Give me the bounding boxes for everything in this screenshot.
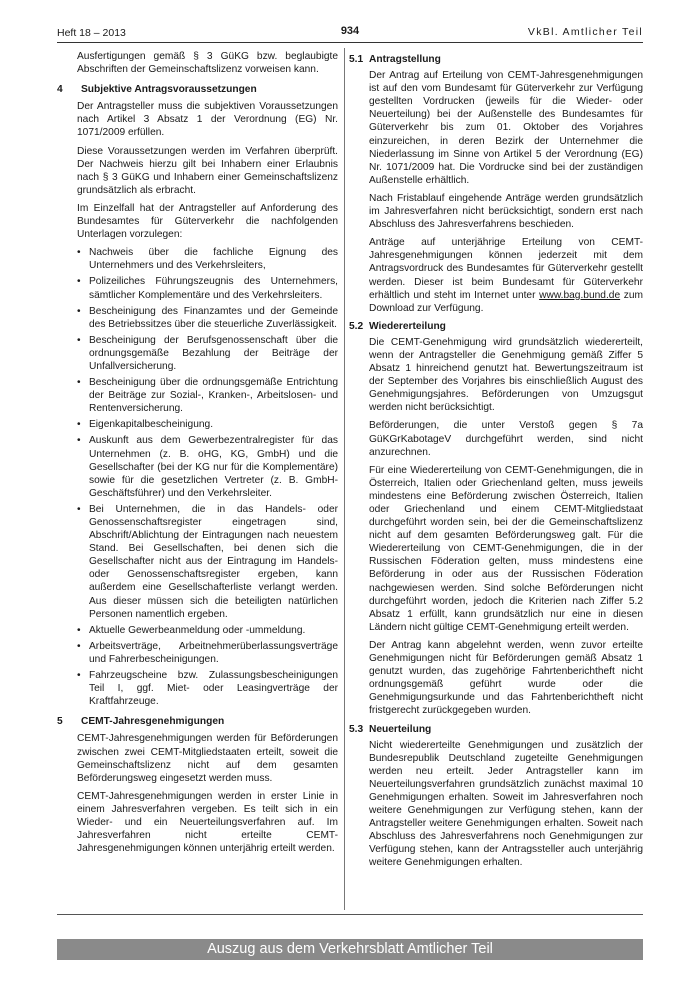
paragraph bbox=[349, 236, 643, 315]
section-5-1-heading bbox=[349, 53, 643, 66]
list-item: • Bei Unternehmen, die in das Handels- oder Genossenschaftsregister eingetragen sind, Abschrift/Ablichtung der Eintragungen nach neuestem Stand. Bei Gesellschaften, bei denen sich die Gesellschafter nicht aus der Eintragung im Handels- oder Genossenschaftsregister ergeben, kann außerdem eine Gesellschafterliste verlangt werden. Aus dieser müssen sich die beteiligten natürlichen Personen namentlich ergeben. bbox=[77, 503, 338, 621]
footer-banner: Auszug aus dem Verkehrsblatt Amtlicher Teil bbox=[57, 939, 643, 960]
paragraph: Der Antrag kann abgelehnt werden, wenn zuvor erteilte Genehmigungen nicht für Beförderungen gemäß Absatz 1 genutzt wurden, das zugehörige Fahrtenberichtheft nicht ordnungsgemäß geführt wurde oder die Genehmigungsurkunde und das Fahrtenberichtheft nicht fristgerecht zurückgegeben wurden. bbox=[369, 639, 643, 717]
list-item: • Arbeitsverträge, Arbeitnehmerüberlassungsverträge und Fahrerbescheinigungen. bbox=[77, 640, 338, 666]
paragraph: CEMT-Jahresgenehmigungen werden in erster Linie in einem Jahresverfahren vergeben. Es teilt sich in ein Wieder- und ein Neuerteilungsverfahren auf. Im Jahresverfahren nicht erteilte CEMT-Jahresgenehmigungen können unterjährig erteilt werden. bbox=[77, 790, 338, 855]
list-item: • Aktuelle Gewerbeanmeldung oder -ummeldung. bbox=[77, 624, 338, 637]
section-title: Wiedererteilung bbox=[369, 320, 446, 332]
list-item: • Bescheinigung des Finanzamtes und der Gemeinde des Betriebssitzes über die steuerliche Zuverlässigkeit. bbox=[77, 305, 338, 331]
paragraph: Nicht wiedererteilte Genehmigungen und zusätzlich der Bundesrepublik Deutschland zugeteilte Genehmigungen werden neu erteilt. Jeder Antragsteller kann im Neuerteilungsverfahren grundsätzlich zunächst maximal 10 Genehmigungen erhalten. Soweit im Jahresverfahren noch weitere Genehmigungen zur Verfügung stehen, kann der Antragsteller weitere Genehmigungen erhalten. Soweit nach Abschluss des Jahresverfahrens noch Genehmigungen zur Verfügung stehen, kann der Antragssteller auch unterjährig weitere Genehmigungen erhalten. bbox=[369, 739, 643, 869]
intro-paragraph: Ausfertigungen gemäß § 3 GüKG bzw. beglaubigte Abschriften der Gemeinschaftslizenz vorweisen kann. bbox=[77, 51, 338, 76]
paragraph: Der Antrag auf Erteilung von CEMT-Jahresgenehmigungen ist auf den vom Bundesamt für Güterverkehr zur Verfügung gestellten Vordrucken (jeweils für die Wieder- oder Neuerteilung) bei der Außenstelle des Bundesamtes für Güterverkehr bis zum 01. Oktober des Vorjahres einzureichen, in deren Bezirk der Unternehmer die Niederlassung im Sinne von Artikel 5 der Verordnung (EG) Nr. 1071/2009 hat. Die Vordrucke sind bei der zuständigen Außenstelle erhältlich. bbox=[369, 70, 643, 186]
paragraph: Diese Voraussetzungen werden im Verfahren überprüft. Der Nachweis hierzu gilt bei Inhabern einer Erlaubnis nach § 3 GüKG und Inhabern einer Gemeinschaftslizenz grundsätzlich als erbracht. bbox=[77, 145, 338, 196]
list-item: • Bescheinigung der Berufsgenossenschaft über die ordnungsgemäße Bezahlung der Beiträge der Unfallversicherung. bbox=[77, 334, 338, 373]
issue-label: Heft 18 – 2013 bbox=[57, 27, 126, 39]
list-item: • Polizeiliches Führungszeugnis des Unternehmers, sämtlicher Komplementäre und des Verkehrsleiters. bbox=[77, 275, 338, 301]
section-title: Neuerteilung bbox=[369, 723, 432, 735]
page-number: 934 bbox=[340, 25, 360, 37]
document-requirements-list bbox=[57, 246, 338, 708]
section-5-2-heading bbox=[349, 320, 643, 333]
list-item: • Nachweis über die fachliche Eignung des Unternehmers und des Verkehrsleiters, bbox=[77, 246, 338, 272]
list-item: • Eigenkapitalbescheinigung. bbox=[77, 418, 338, 431]
list-item: • Fahrzeugscheine bzw. Zulassungsbescheinigungen Teil I, ggf. Miet- oder Leasingverträge der Kraftfahrzeuge. bbox=[77, 669, 338, 708]
left-column bbox=[57, 50, 338, 860]
paragraph: Für eine Wiedererteilung von CEMT-Genehmigungen, die in Österreich, Italien oder Griechenland gelten, muss jeweils mindestens eine Beförderung zwischen Österreich, Italien oder Griechenland und einem CEMT-Mitgliedstaat durchgeführt worden sein, bei der die Gemeinschaftslizenz nicht auf dem gesamten Beförderungsweg galt. Für die Wiedererteilung von CEMT-Genehmigungen, die in der Russischen Föderation gelten, muss mindestens eine Beförderung in oder aus der Russischen Föderation nachgewiesen werden. Sind solche Beförderungen nicht durchgeführt worden, jedoch die Kriterien nach Ziffer 5.2 Absatz 1 erfüllt, kann grundsätzlich nur eine in diesen Ländern nicht gültige CEMT-Genehmigung erteilt werden. bbox=[369, 464, 643, 633]
section-number: 5.2 bbox=[349, 320, 364, 332]
section-title: Subjektive Antragsvoraussetzungen bbox=[81, 84, 257, 96]
paragraph: CEMT-Jahresgenehmigungen werden für Beförderungen zwischen zwei CEMT-Mitgliedstaaten erteilt, soweit die Gemeinschaftslizenz nicht auf dem gesamten Beförderungsweg eingesetzt werden muss. bbox=[77, 733, 338, 784]
section-number: 5.1 bbox=[349, 54, 364, 65]
right-column bbox=[349, 50, 643, 875]
section-5-heading bbox=[57, 715, 338, 728]
section-5-3-heading bbox=[349, 723, 643, 736]
section-title: CEMT-Jahresgenehmigungen bbox=[81, 716, 225, 728]
paragraph: Die CEMT-Genehmigung wird grundsätzlich wiedererteilt, wenn der Antragsteller die Genehmigung gemäß Ziffer 5 Absatz 1 hinreichend genutzt hat. Bewertungszeitraum ist der September des Vorjahres bis einschließlich August des Genehmigungsjahres. Beförderungen von Umzugsgut werden nicht berücksichtigt. bbox=[369, 336, 643, 414]
column-divider bbox=[344, 48, 345, 910]
section-title: Antragstellung bbox=[369, 54, 441, 65]
header-divider bbox=[57, 42, 643, 43]
section-number: 5.3 bbox=[349, 723, 364, 735]
section-number: 4 bbox=[57, 84, 63, 96]
section-number: 5 bbox=[57, 716, 63, 728]
paragraph-text: zum Download zur Verfügung. bbox=[369, 289, 643, 314]
paragraph: Beförderungen, die unter Verstoß gegen § 7a GüKGrKabotageV durchgeführt werden, sind nicht anzurechnen. bbox=[369, 420, 643, 458]
paragraph: Nach Fristablauf eingehende Anträge werden grundsätzlich im Jahresverfahren nicht berücksichtigt, sondern erst nach Abschluss des Jahresverfahrens beschieden. bbox=[369, 192, 643, 231]
section-4-heading bbox=[57, 83, 338, 96]
footer-divider bbox=[57, 914, 643, 915]
bag-website-link[interactable]: www.bag.bund.de bbox=[539, 289, 621, 301]
journal-title: VkBl. Amtlicher Teil bbox=[527, 26, 643, 38]
list-item: • Auskunft aus dem Gewerbezentralregister für das Unternehmen (z. B. oHG, KG, GmbH) und die Gesellschafter (bei der KG nur für die Komplementäre) sowie für die gesetzlichen Vertreter (z. B. GmbH-Geschäftsführer) und den Verkehrsleiter. bbox=[77, 434, 338, 499]
paragraph: Der Antragsteller muss die subjektiven Voraussetzungen nach Artikel 3 Absatz 1 der Verordnung (EG) Nr. 1071/2009 erfüllen. bbox=[77, 101, 338, 139]
page-header bbox=[0, 0, 700, 40]
paragraph: Im Einzelfall hat der Antragsteller auf Anforderung des Bundesamtes für Güterverkehr die nachfolgenden Unterlagen vorzulegen: bbox=[77, 202, 338, 241]
paragraph-text: Anträge auf unterjährige Erteilung von CEMT-Jahresgenehmigungen können jederzeit mit dem Antragsvordruck des Bundesamtes für Güterverkehr gestellt werden. Dieser ist beim Bundesamt für Güterverkehr erhältlich und steht im Internet unter bbox=[369, 237, 643, 301]
list-item: • Bescheinigung über die ordnungsgemäße Entrichtung der Beiträge zur Sozial-, Kranken-, Arbeitslosen- und Rentenversicherung. bbox=[77, 376, 338, 415]
